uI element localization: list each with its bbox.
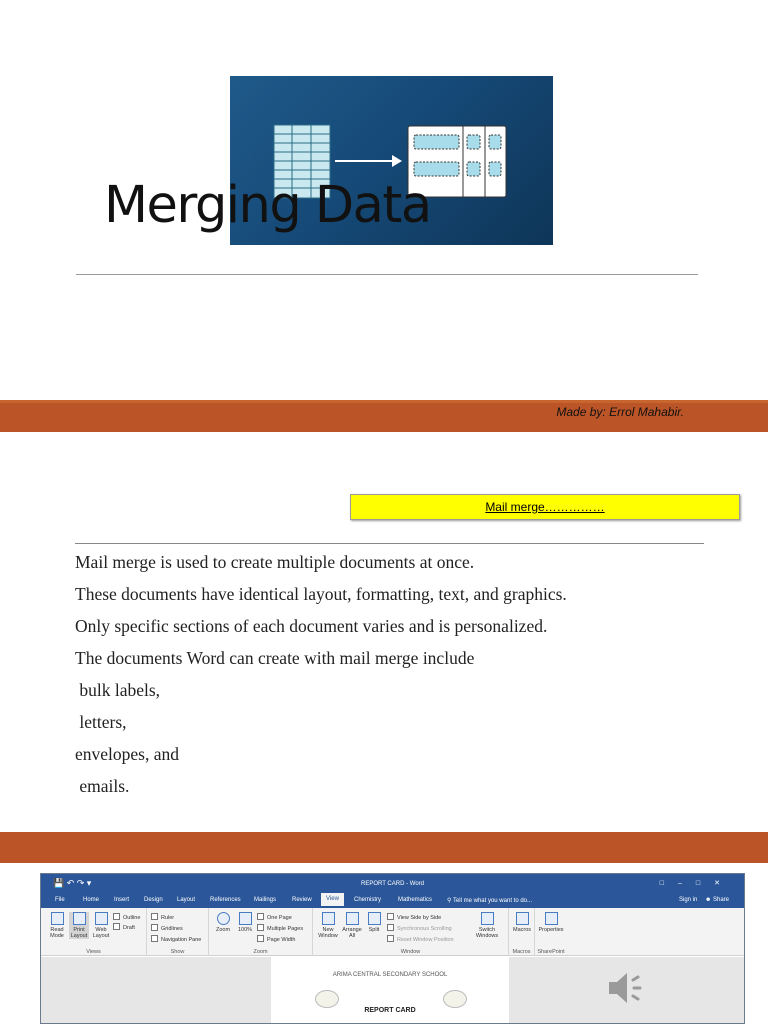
- print-layout-label: Print Layout: [70, 927, 88, 939]
- split-button: [365, 912, 383, 933]
- ruler-checkbox: Ruler: [151, 913, 174, 921]
- slide-title: Merging Data: [104, 176, 431, 235]
- mail-merge-description: [75, 550, 735, 806]
- outline-button: Outline: [113, 913, 140, 921]
- macros-group: [509, 908, 535, 956]
- title-divider: [76, 274, 698, 275]
- share-label: Share: [712, 897, 729, 903]
- body-line: emails.: [75, 776, 130, 796]
- arrange-all-button: [341, 912, 363, 939]
- tab-home: Home: [83, 897, 100, 903]
- author-credit: Made by: Errol Mahabir.: [556, 405, 684, 419]
- body-line: envelopes, and: [75, 744, 179, 764]
- document-page: [271, 957, 509, 1024]
- macros-group-label: Macros: [512, 949, 531, 955]
- multiple-pages-button: Multiple Pages: [257, 924, 303, 932]
- gridlines-checkbox: Gridlines: [151, 924, 183, 932]
- tab-layout: Layout: [177, 897, 196, 903]
- web-layout-button: [91, 912, 111, 939]
- body-line: These documents have identical layout, formatting, text, and graphics.: [75, 584, 567, 604]
- tab-references: References: [210, 897, 241, 903]
- read-mode-button: [47, 912, 67, 939]
- report-card-heading: REPORT CARD: [364, 1007, 416, 1014]
- quick-access-toolbar: 💾 ↶ ↷ ▾: [53, 878, 92, 888]
- switch-windows-button: [473, 912, 501, 939]
- tab-view: View: [321, 893, 344, 906]
- section-divider: [75, 543, 704, 544]
- tab-review: Review: [292, 897, 312, 903]
- tab-chemistry: Chemistry: [354, 897, 382, 903]
- slide-merging-data: [0, 0, 768, 432]
- word-titlebar: [41, 874, 744, 893]
- web-layout-label: Web Layout: [92, 927, 110, 939]
- window-group-label: Window: [400, 949, 421, 955]
- body-line: letters,: [75, 712, 127, 732]
- new-window-button: [317, 912, 339, 939]
- tab-design: Design: [144, 897, 163, 903]
- tell-me-box: ⚲ Tell me what you want to do...: [447, 898, 532, 904]
- word-ribbon-tabs: [41, 893, 744, 908]
- speaker-icon[interactable]: [603, 968, 647, 1008]
- word-ribbon: [41, 908, 744, 956]
- macros-button: [511, 912, 533, 933]
- window-controls-icon: □–□✕: [659, 880, 734, 887]
- read-mode-label: Read Mode: [50, 927, 64, 939]
- tell-me-text: Tell me what you want to do...: [452, 898, 532, 904]
- view-side-by-side-button: View Side by Side: [387, 913, 441, 921]
- zoom-label: Zoom: [215, 927, 231, 933]
- tab-mathematics: Mathematics: [398, 897, 433, 903]
- views-label: Views: [86, 949, 101, 955]
- zoom-100-button: [235, 912, 255, 933]
- body-line: Only specific sections of each document varies and is personalized.: [75, 616, 548, 636]
- window-group: [313, 908, 509, 956]
- arrange-all-label: Arrange All: [342, 927, 362, 939]
- sharepoint-group: [535, 908, 567, 956]
- body-line: bulk labels,: [75, 680, 161, 700]
- show-label: Show: [170, 949, 185, 955]
- views-group: [41, 908, 147, 956]
- separator-band: [0, 832, 768, 863]
- school-crest-right-icon: [443, 990, 467, 1008]
- zoom-group-label: Zoom: [253, 949, 268, 955]
- new-window-label: New Window: [318, 927, 338, 939]
- share-button: ☻ Share: [705, 897, 729, 903]
- print-layout-button: [69, 912, 89, 939]
- footer-band: [0, 400, 768, 432]
- tab-mailings: Mailings: [254, 897, 277, 903]
- body-line: Mail merge is used to create multiple documents at once.: [75, 552, 475, 572]
- switch-windows-label: Switch Windows: [475, 927, 499, 939]
- mail-merge-heading: Mail merge……………: [485, 500, 605, 514]
- reset-window-position-button: Reset Window Position: [387, 935, 454, 943]
- navigation-pane-checkbox: Navigation Pane: [151, 935, 201, 943]
- zoom-100-label: 100%: [237, 927, 253, 933]
- draft-button: Draft: [113, 923, 135, 931]
- properties-label: Properties: [538, 927, 564, 933]
- one-page-button: One Page: [257, 913, 292, 921]
- sharepoint-group-label: SharePoint: [537, 949, 565, 955]
- page-width-button: Page Width: [257, 935, 295, 943]
- school-name: ARIMA CENTRAL SECONDARY SCHOOL: [332, 972, 448, 978]
- tab-file: File: [55, 897, 65, 903]
- synchronous-scrolling-button: Synchronous Scrolling: [387, 924, 452, 932]
- show-group: [147, 908, 209, 956]
- macros-button-label: Macros: [512, 927, 532, 933]
- body-line: The documents Word can create with mail merge include: [75, 648, 475, 668]
- sign-in-link: Sign in: [679, 897, 698, 903]
- zoom-button: [213, 912, 233, 933]
- mail-merge-heading-box: [350, 494, 740, 520]
- properties-button: [537, 912, 565, 933]
- word-window-title: REPORT CARD - Word: [360, 881, 424, 887]
- tab-insert: Insert: [114, 897, 130, 903]
- zoom-group: [209, 908, 313, 956]
- split-label: Split: [368, 927, 380, 933]
- school-crest-left-icon: [315, 990, 339, 1008]
